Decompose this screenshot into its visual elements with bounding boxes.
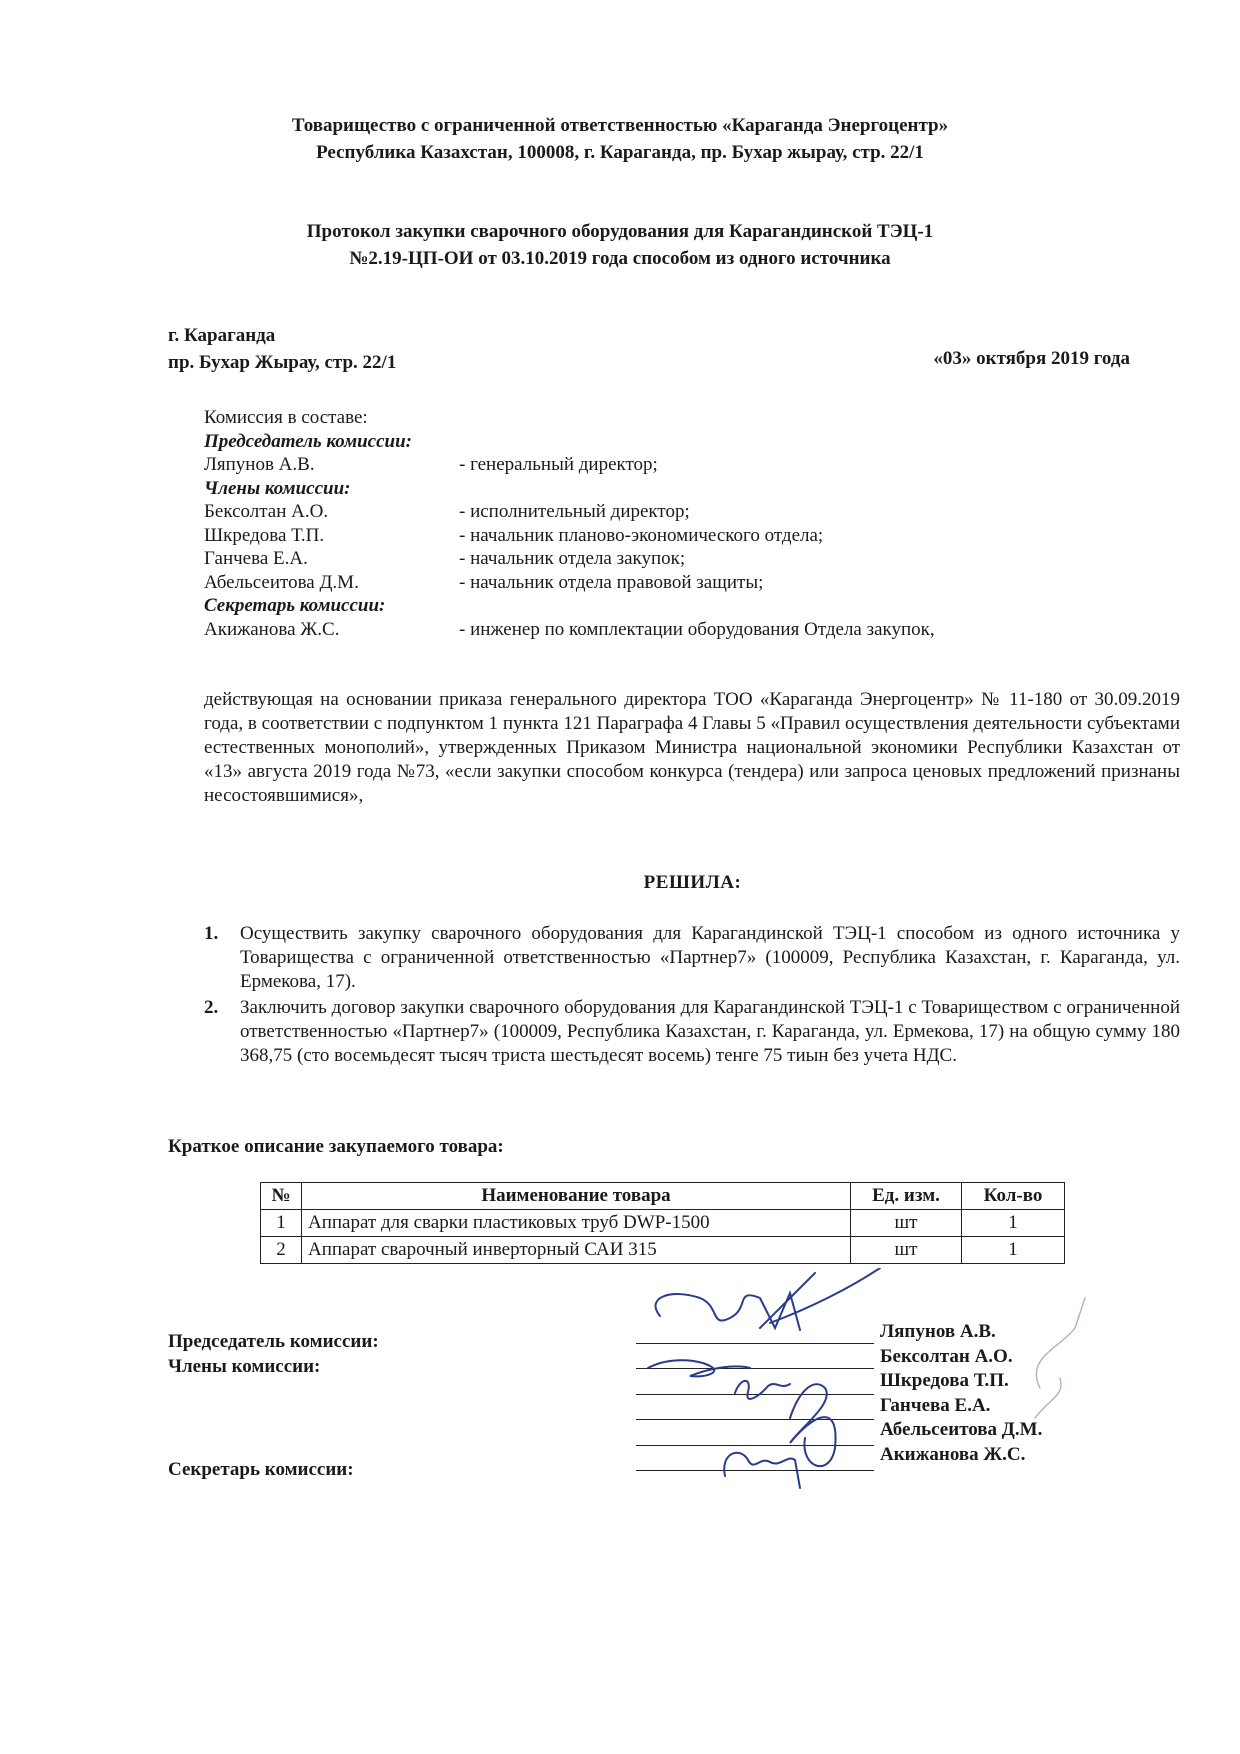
decision-text: Заключить договор закупки сварочного оборудования для Карагандинской ТЭЦ-1 с Товариществом с ограниченной ответственностью «Партнер7» (100009, Республика Казахстан, г. Караганда, ул. Ермекова, 17) на общую сумму 180 368,75 (сто восемьдесят тысяч триста шестьдесят восемь) тенге 75 тиын без учета НДС. [240,997,1180,1066]
member-role: - исполнительный директор; [459,501,690,522]
column-header: № [261,1183,302,1210]
secretary-heading: Секретарь комиссии: [204,595,386,616]
address: пр. Бухар Жырау, стр. 22/1 [168,352,397,373]
goods-table [260,1182,1065,1264]
signatory-name: Абельсеитова Д.М. [880,1419,1043,1440]
signatory-name: Ганчева Е.А. [880,1394,991,1416]
secretary-signature-label: Секретарь комиссии: [168,1459,354,1480]
handwritten-signatures [640,1268,1100,1498]
item-name: Аппарат сварочный инверторный САИ 315 [302,1237,851,1264]
signatory-name: Бексолтан А.О. [880,1345,1013,1367]
member-role: - начальник отдела закупок; [459,548,686,569]
secretary-row [204,618,1104,642]
organization-name: Товарищество с ограниченной ответственностью «Караганда Энергоцентр» [291,115,949,136]
member-name: Бексолтан А.О. [204,501,329,522]
city: г. Караганда [168,325,276,346]
decided-heading: РЕШИЛА: [643,872,742,893]
item-unit: шт [851,1237,962,1264]
item-quantity: 1 [962,1237,1065,1264]
table-row [261,1210,1065,1237]
decisions-list [204,922,1180,1070]
signatory-name: Акижанова Ж.С. [880,1443,1026,1465]
item-unit: шт [851,1210,962,1237]
protocol-title-line1: Протокол закупки сварочного оборудования для Карагандинской ТЭЦ-1 [306,221,934,242]
members-heading: Члены комиссии: [204,477,351,499]
decision-item [204,996,1180,1068]
row-number: 2 [261,1237,302,1264]
member-row [204,500,1104,524]
table-header-row [261,1183,1065,1210]
protocol-title [0,218,1240,272]
members-signature-label: Члены комиссии: [168,1356,321,1377]
column-header: Кол-во [962,1183,1065,1210]
decision-text: Осуществить закупку сварочного оборудования для Карагандинской ТЭЦ-1 способом из одного источника у Товарищества с ограниченной ответственностью «Партнер7» (100009, Республика Казахстан, г. Караганда, ул. Ермекова, 17). [240,923,1180,992]
member-name: Акижанова Ж.С. [204,618,340,640]
column-header: Наименование товара [302,1183,851,1210]
decision-number: 1. [204,923,219,944]
column-header: Ед. изм. [851,1183,962,1210]
item-name: Аппарат для сварки пластиковых труб DWP-1500 [302,1210,851,1237]
member-row [204,524,1104,548]
member-name: Ганчева Е.А. [204,548,308,569]
member-row [204,571,1104,595]
signatory-name: Шкредова Т.П. [880,1370,1009,1391]
chair-row [204,453,1104,477]
member-role: - генеральный директор; [459,454,658,475]
basis-paragraph: действующая на основании приказа генерального директора ТОО «Караганда Энергоцентр» № 11-180 от 30.09.2019 года, в соответствии с подпунктом 1 пункта 121 Параграфа 4 Главы 5 «Правил осуществления деятельности субъектами естественных монополий», утвержденных Приказом Министра национальной экономики Республики Казахстан от «13» августа 2019 года №73, «если закупки способом конкурса (тендера) или запроса ценовых предложений признаны несостоявшимися», [204,689,1180,806]
chair-heading: Председатель комиссии: [204,430,412,452]
member-role: - начальник отдела правовой защиты; [459,571,764,593]
member-name: Абельсеитова Д.М. [204,571,359,593]
goods-title: Краткое описание закупаемого товара: [168,1136,504,1157]
member-name: Шкредова Т.П. [204,524,325,546]
member-name: Ляпунов А.В. [204,454,315,475]
organization-address: Республика Казахстан, 100008, г. Караганда, пр. Бухар жырау, стр. 22/1 [316,142,924,163]
member-row [204,547,1104,571]
table-row [261,1237,1065,1264]
commission-list [204,406,1104,641]
protocol-date: «03» октября 2019 года [933,348,1130,369]
row-number: 1 [261,1210,302,1237]
chair-signature-label: Председатель комиссии: [168,1331,379,1352]
organization-header [0,112,1240,166]
decision-number: 2. [204,997,219,1018]
decision-item [204,922,1180,994]
member-role: - начальник планово-экономического отдела; [459,524,824,546]
place-block [168,322,396,376]
item-quantity: 1 [962,1210,1065,1237]
signatory-name: Ляпунов А.В. [880,1321,996,1342]
commission-intro: Комиссия в составе: [204,407,368,428]
member-role: - инженер по комплектации оборудования Отдела закупок, [459,618,935,640]
protocol-title-line2: №2.19-ЦП-ОИ от 03.10.2019 года способом из одного источника [349,248,891,269]
